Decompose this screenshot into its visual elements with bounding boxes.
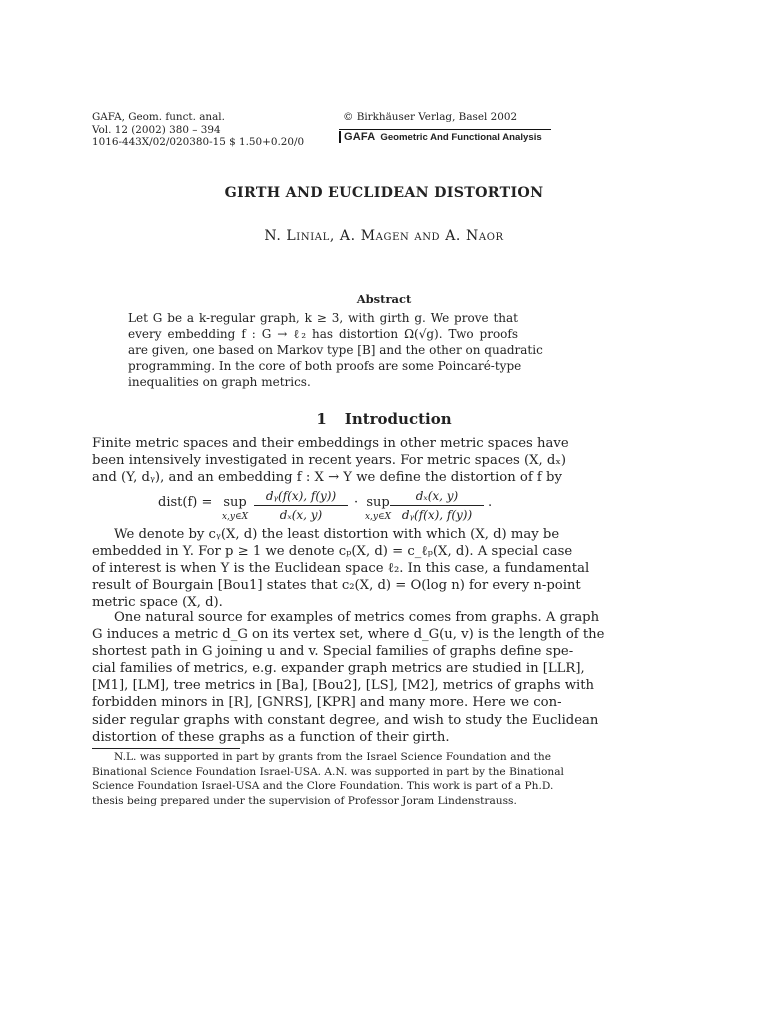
formula-denominator-1: dₓ(x, y) [279, 508, 323, 522]
abstract-line: are given, one based on Markov type [B] and the other on quadratic [128, 343, 543, 357]
text-line: G induces a metric d_G on its vertex set, where d_G(u, v) is the length of the [92, 627, 605, 643]
fraction-bar-2 [390, 505, 484, 506]
logo-bar [339, 131, 341, 143]
text-line: metric space (X, d). [92, 595, 223, 611]
text-line: result of Bourgain [Bou1] states that c₂(X, d) = O(log n) for every n-point [92, 578, 581, 594]
copyright-notice: © Birkhäuser Verlag, Basel 2002 [343, 111, 518, 123]
text-line: and (Y, dᵧ), and an embedding f : X → Y we define the distortion of f by [92, 470, 562, 486]
abstract-text [128, 310, 543, 390]
intro-paragraph-1 [92, 435, 569, 486]
text-line: cial families of metrics, e.g. expander graph metrics are studied in [LLR], [92, 661, 585, 677]
section-title: Introduction [344, 410, 452, 428]
footnote-line: Binational Science Foundation Israel-USA. A.N. was supported in part by the Binational [92, 765, 564, 778]
distortion-formula [92, 489, 551, 523]
abstract-heading: Abstract [356, 292, 412, 306]
footnote-rule [92, 748, 240, 749]
logo-word: GAFA [344, 131, 376, 143]
text-line: of interest is when Y is the Euclidean space ℓ₂. In this case, a fundamental [92, 561, 590, 577]
journal-info [92, 111, 304, 149]
fraction-bar-1 [254, 505, 348, 506]
text-line: distortion of these graphs as a function of their girth. [92, 729, 450, 745]
intro-paragraph-2 [92, 526, 590, 611]
abstract-line: Let G be a k-regular graph, k ≥ 3, with girth g. We prove that [128, 311, 518, 325]
abstract-line: every embedding f : G → ℓ₂ has distortion Ω(√g). Two proofs [128, 327, 518, 341]
footnote-line: thesis being prepared under the supervision of Professor Joram Lindenstrauss. [92, 794, 517, 807]
formula-sup-2: sup [366, 495, 390, 510]
formula-sup-1: sup [223, 495, 247, 510]
formula-sup-2-sub: x,y∈X [364, 512, 392, 522]
text-line: been intensively investigated in recent years. For metric spaces (X, dₓ) [92, 453, 567, 469]
formula-dot: · [354, 495, 359, 510]
formula-numerator-1: dᵧ(f(x), f(y)) [265, 489, 337, 503]
logo-subtitle: Geometric And Functional Analysis [380, 131, 542, 143]
text-line: sider regular graphs with constant degree, and wish to study the Euclidean [92, 712, 599, 728]
text-line: [M1], [LM], tree metrics in [Ba], [Bou2], [LS], [M2], metrics of graphs with [92, 678, 595, 694]
text-line: One natural source for examples of metrics comes from graphs. A graph [114, 610, 600, 625]
formula-denominator-2: dᵧ(f(x), f(y)) [401, 508, 473, 522]
text-line: We denote by cᵧ(X, d) the least distortion with which (X, d) may be [114, 527, 560, 542]
journal-volume: Vol. 12 (2002) 380 – 394 [92, 123, 221, 136]
section-heading [0, 410, 768, 428]
footnote-line: N.L. was supported in part by grants from the Israel Science Foundation and the [114, 751, 551, 763]
footnote [92, 750, 564, 808]
formula-numerator-2: dₓ(x, y) [415, 489, 459, 503]
text-line: shortest path in G joining u and v. Special families of graphs define spe- [92, 644, 574, 660]
journal-code: 1016-443X/02/020380-15 $ 1.50+0.20/0 [92, 136, 305, 149]
journal-name: GAFA, Geom. funct. anal. [92, 111, 225, 123]
intro-paragraph-3 [92, 609, 605, 746]
header-rule [339, 129, 551, 130]
text-line: forbidden minors in [R], [GNRS], [KPR] and many more. Here we con- [92, 695, 562, 711]
section-number: 1 [316, 410, 327, 428]
formula-end: . [488, 495, 493, 510]
text-line: Finite metric spaces and their embeddings in other metric spaces have [92, 436, 569, 451]
abstract-line: inequalities on graph metrics. [128, 375, 311, 389]
gafa-logo [339, 131, 542, 143]
formula-sup-1-sub: x,y∈X [221, 512, 249, 522]
formula-lhs: dist(f) = [158, 495, 213, 510]
paper-title: GIRTH AND EUCLIDEAN DISTORTION [224, 185, 544, 201]
text-line: embedded in Y. For p ≥ 1 we denote cₚ(X, d) = c_ℓₚ(X, d). A special case [92, 544, 573, 560]
paper-authors: N. Linial, A. Magen and A. Naor [264, 228, 504, 244]
abstract-line: programming. In the core of both proofs are some Poincaré-type [128, 359, 522, 373]
footnote-line: Science Foundation Israel-USA and the Clore Foundation. This work is part of a Ph.D. [92, 780, 554, 793]
